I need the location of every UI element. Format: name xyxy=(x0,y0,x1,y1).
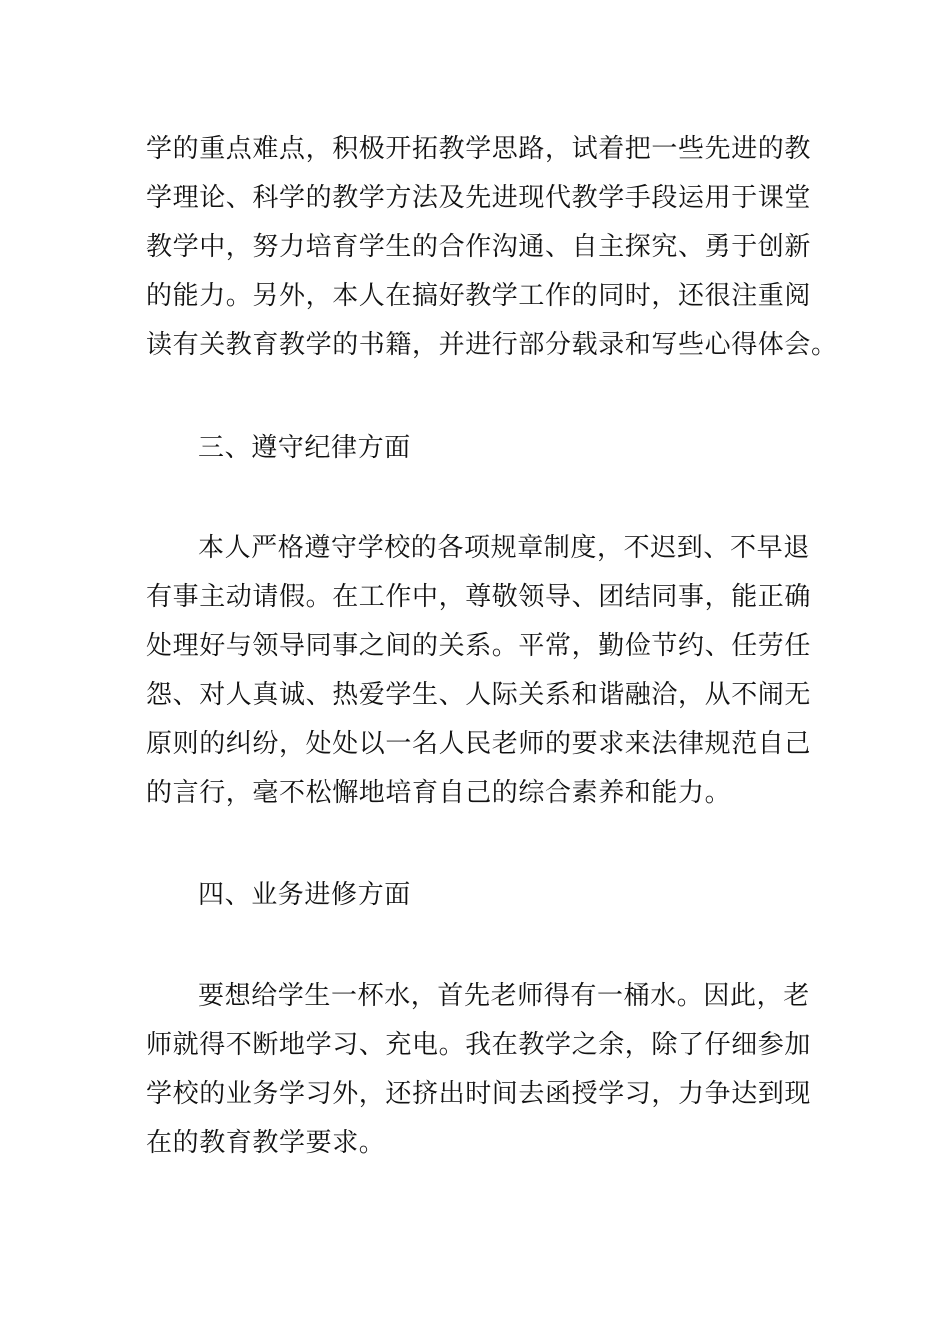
text-line: 本人严格遵守学校的各项规章制度，不迟到、不早退 xyxy=(198,533,810,563)
text-line: 学理论、科学的教学方法及先进现代教学手段运用于课堂 xyxy=(146,183,812,213)
text-line: 教学中，努力培育学生的合作沟通、自主探究、勇于创新 xyxy=(146,232,812,262)
text-line: 要想给学生一杯水，首先老师得有一桶水。因此，老 xyxy=(198,981,810,1011)
paragraph-teaching xyxy=(146,125,838,370)
text-line: 学校的业务学习外，还挤出时间去函授学习，力争达到现 xyxy=(146,1079,812,1109)
text-line: 怨、对人真诚、热爱学生、人际关系和谐融洽，从不闹无 xyxy=(146,680,812,710)
text-line: 处理好与领导同事之间的关系。平常，勤俭节约、任劳任 xyxy=(146,631,812,661)
paragraph-discipline xyxy=(146,524,811,818)
paragraph-study xyxy=(146,972,811,1168)
text-line: 有事主动请假。在工作中，尊敬领导、团结同事，能正确 xyxy=(146,582,812,612)
text-line: 的能力。另外，本人在搞好教学工作的同时，还很注重阅 xyxy=(146,281,812,311)
text-line: 读有关教育教学的书籍，并进行部分载录和写些心得体会。 xyxy=(146,330,838,360)
text-line: 原则的纠纷，处处以一名人民老师的要求来法律规范自己 xyxy=(146,729,812,759)
section-heading-discipline: 三、遵守纪律方面 xyxy=(198,433,411,463)
text-line: 学的重点难点，积极开拓教学思路，试着把一些先进的教 xyxy=(146,134,812,164)
text-line: 在的教育教学要求。 xyxy=(146,1128,386,1158)
section-heading-study: 四、业务进修方面 xyxy=(198,880,411,910)
text-line: 师就得不断地学习、充电。我在教学之余，除了仔细参加 xyxy=(146,1030,812,1060)
text-line: 的言行，毫不松懈地培育自己的综合素养和能力。 xyxy=(146,778,732,808)
